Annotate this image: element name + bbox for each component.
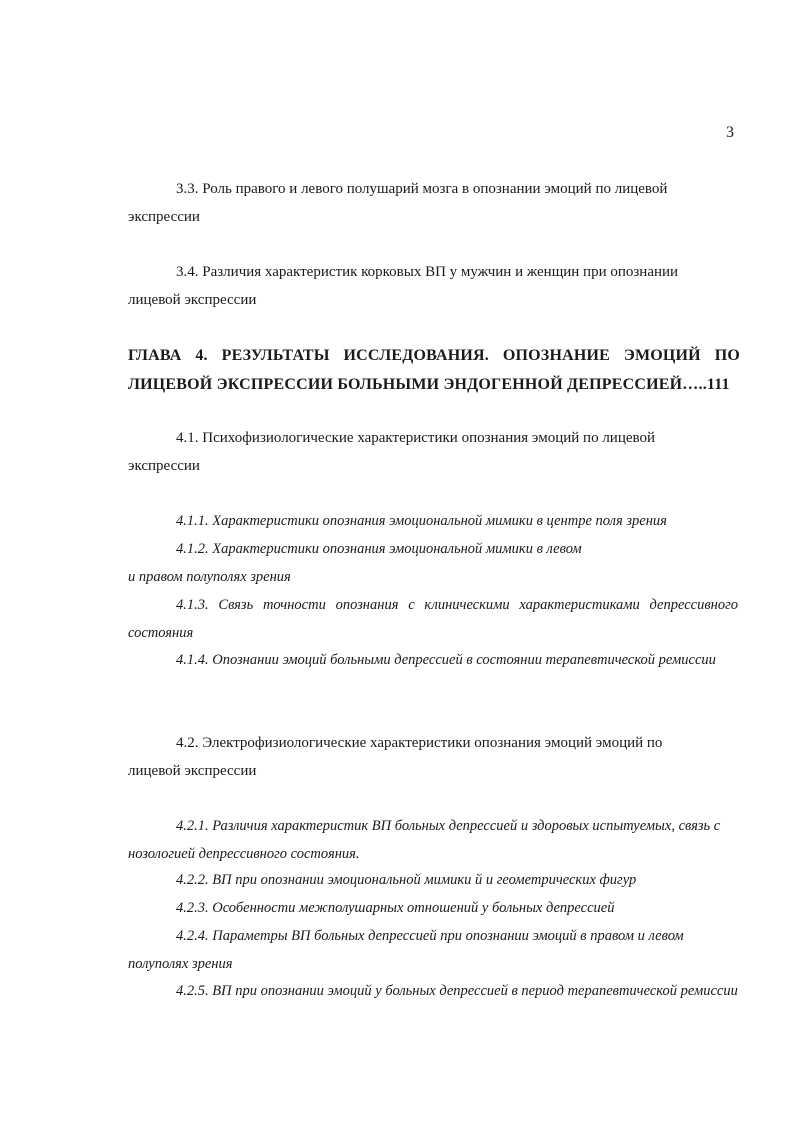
toc-entry-4-2-2: 4.2.2. ВП при опознании эмоциональной мимики й и геометрических фигур bbox=[176, 872, 637, 888]
toc-entry-4-2-3: 4.2.3. Особенности межполушарных отношений у больных депрессией bbox=[176, 900, 615, 916]
page-number: 3 bbox=[726, 124, 734, 141]
toc-entry-4-1-2-line1: 4.1.2. Характеристики опознания эмоциональной мимики в левом bbox=[176, 541, 582, 557]
chapter-4-heading: ГЛАВА 4. РЕЗУЛЬТАТЫ ИССЛЕДОВАНИЯ. ОПОЗНАНИЕ ЭМОЦИЙ ПО ЛИЦЕВОЙ ЭКСПРЕССИИ БОЛЬНЫМИ ЭНДОГЕННОЙ ДЕПРЕССИЕЙ…..111 bbox=[128, 347, 740, 393]
toc-entry-4-2-1: 4.2.1. Различия характеристик ВП больных депрессией и здоровых испытуемых, связь с нозологией депрессивного состояния. bbox=[128, 818, 721, 862]
toc-entry-4-1-3: 4.1.3. Связь точности опознания с клиническими характеристиками депрессивного состояния bbox=[128, 597, 738, 641]
toc-entry-3-4: 3.4. Различия характеристик корковых ВП у мужчин и женщин при опознании лицевой экспрессии bbox=[128, 264, 679, 308]
toc-entry-4-2: 4.2. Электрофизиологические характеристики опознания эмоций эмоций по лицевой экспрессии bbox=[128, 735, 663, 779]
scan-margin bbox=[0, 0, 793, 88]
toc-entry-3-3: 3.3. Роль правого и левого полушарий мозга в опознании эмоций по лицевой экспрессии bbox=[128, 181, 668, 225]
toc-entry-4-1-4: 4.1.4. Опознании эмоций больными депрессией в состоянии терапевтической ремиссии bbox=[176, 652, 716, 668]
toc-entry-4-1: 4.1. Психофизиологические характеристики опознания эмоций по лицевой экспрессии bbox=[128, 430, 656, 474]
toc-entry-4-2-5: 4.2.5. ВП при опознании эмоций у больных депрессией в период терапевтической ремиссии bbox=[176, 983, 738, 999]
toc-entry-4-1-2-line2: и правом полуполях зрения bbox=[128, 569, 291, 585]
toc-entry-4-2-4: 4.2.4. Параметры ВП больных депрессией при опознании эмоций в правом и левом полуполях зрения bbox=[128, 928, 684, 972]
toc-entry-4-1-1: 4.1.1. Характеристики опознания эмоциональной мимики в центре поля зрения bbox=[176, 513, 667, 529]
